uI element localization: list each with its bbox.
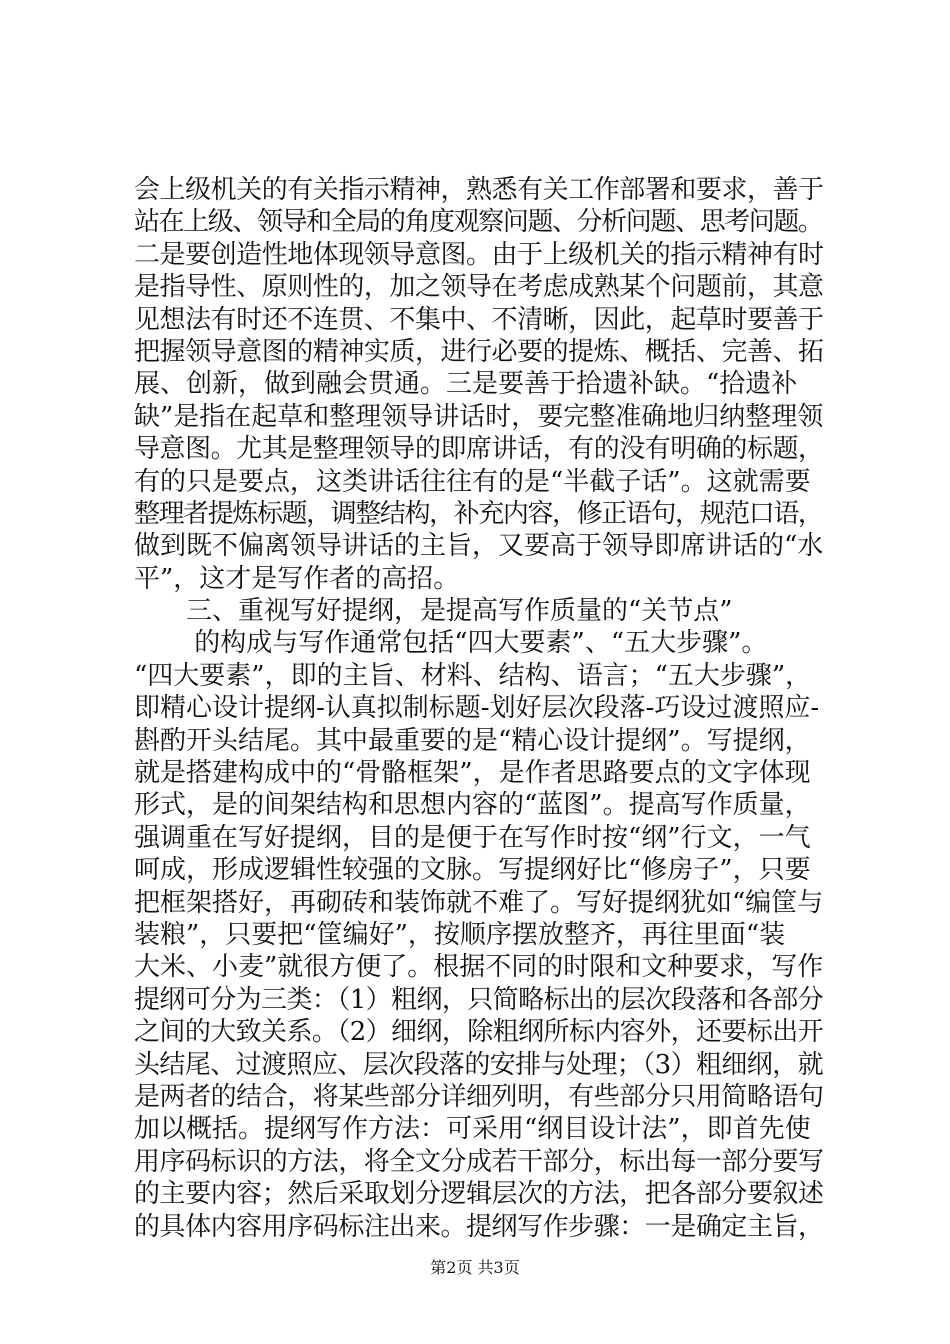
text-line: 整理者提炼标题，调整结构，补充内容，修正语句，规范口语， — [134, 498, 823, 529]
text-line: 用序码标识的方法，将全文分成若干部分，标出每一部分要写 — [134, 1146, 824, 1177]
page-footer: 第2页 共3页 — [430, 1258, 520, 1277]
text-line: 做到既不偏离领导讲话的主旨，又要高于领导即席讲话的“水 — [134, 531, 824, 562]
text-line: 之间的大致关系。（2）细纲，除粗纲所标内容外，还要标出开 — [134, 1017, 824, 1048]
text-line: 就是搭建构成中的“骨骼框架”，是作者思路要点的文字体现 — [134, 758, 811, 789]
text-line: 形式，是的间架结构和思想内容的“蓝图”。提高写作质量， — [134, 790, 811, 821]
text-line: 加以概括。提纲写作方法：可采用“纲目设计法”，即首先使 — [134, 1114, 811, 1145]
text-line: 是指导性、原则性的，加之领导在考虑成熟某个问题前，其意 — [134, 272, 824, 303]
text-line: 把框架搭好，再砌砖和装饰就不难了。写好提纲犹如“编筐与 — [134, 887, 824, 918]
text-line: 呵成，形成逻辑性较强的文脉。写提纲好比“修房子”，只要 — [134, 855, 811, 886]
text-line: 提纲可分为三类：（1）粗纲，只简略标出的层次段落和各部分 — [134, 984, 824, 1015]
document-body — [134, 174, 824, 1243]
text-line: 头结尾、过渡照应、层次段落的安排与处理；（3）粗细纲，就 — [134, 1049, 824, 1080]
text-line: 大米、小麦”就很方便了。根据不同的时限和文种要求，写作 — [134, 952, 824, 983]
text-line: 的构成与写作通常包括“四大要素”、“五大步骤”。 — [134, 628, 768, 659]
text-line: 会上级机关的有关指示精神，熟悉有关工作部署和要求，善于 — [134, 175, 824, 205]
text-line: 即精心设计提纲-认真拟制标题-划好层次段落-巧设过渡照应- — [134, 693, 820, 724]
text-line: 斟酌开头结尾。其中最重要的是“精心设计提纲”。写提纲， — [134, 725, 811, 756]
text-line: 是两者的结合，将某些部分详细列明，有些部分只用简略语句 — [134, 1081, 824, 1112]
text-line: 二是要创造性地体现领导意图。由于上级机关的指示精神有时 — [134, 239, 824, 270]
text-line: 强调重在写好提纲，目的是便于在写作时按“纲”行文，一气 — [134, 822, 811, 853]
text-line: 缺”是指在起草和整理领导讲话时，要完整准确地归纳整理领 — [134, 401, 824, 432]
text-line: 的具体内容用序码标注出来。提纲写作步骤：一是确定主旨， — [134, 1211, 824, 1242]
text-line: 把握领导意图的精神实质，进行必要的提炼、概括、完善、拓 — [134, 336, 824, 367]
text-line: 有的只是要点，这类讲话往往有的是“半截子话”。这就需要 — [134, 466, 811, 497]
text-line: 装粮”，只要把“筐编好”，按顺序摆放整齐，再往里面“装 — [134, 919, 786, 950]
text-line: 站在上级、领导和全局的角度观察问题、分析问题、思考问题。 — [134, 207, 823, 238]
text-line: 三、重视写好提纲，是提高写作质量的“关节点” — [134, 596, 733, 627]
text-line: 导意图。尤其是整理领导的即席讲话，有的没有明确的标题， — [134, 434, 824, 465]
text-line: “四大要素”，即的主旨、材料、结构、语言；“五大步骤”， — [134, 660, 812, 691]
text-line: 的主要内容；然后采取划分逻辑层次的方法，把各部分要叙述 — [134, 1179, 824, 1210]
text-line: 展、创新，做到融会贯通。三是要善于拾遗补缺。“拾遗补 — [134, 369, 798, 400]
text-line: 平”，这才是写作者的高招。 — [134, 563, 460, 594]
text-line: 见想法有时还不连贯、不集中、不清晰，因此，起草时要善于 — [134, 304, 824, 335]
